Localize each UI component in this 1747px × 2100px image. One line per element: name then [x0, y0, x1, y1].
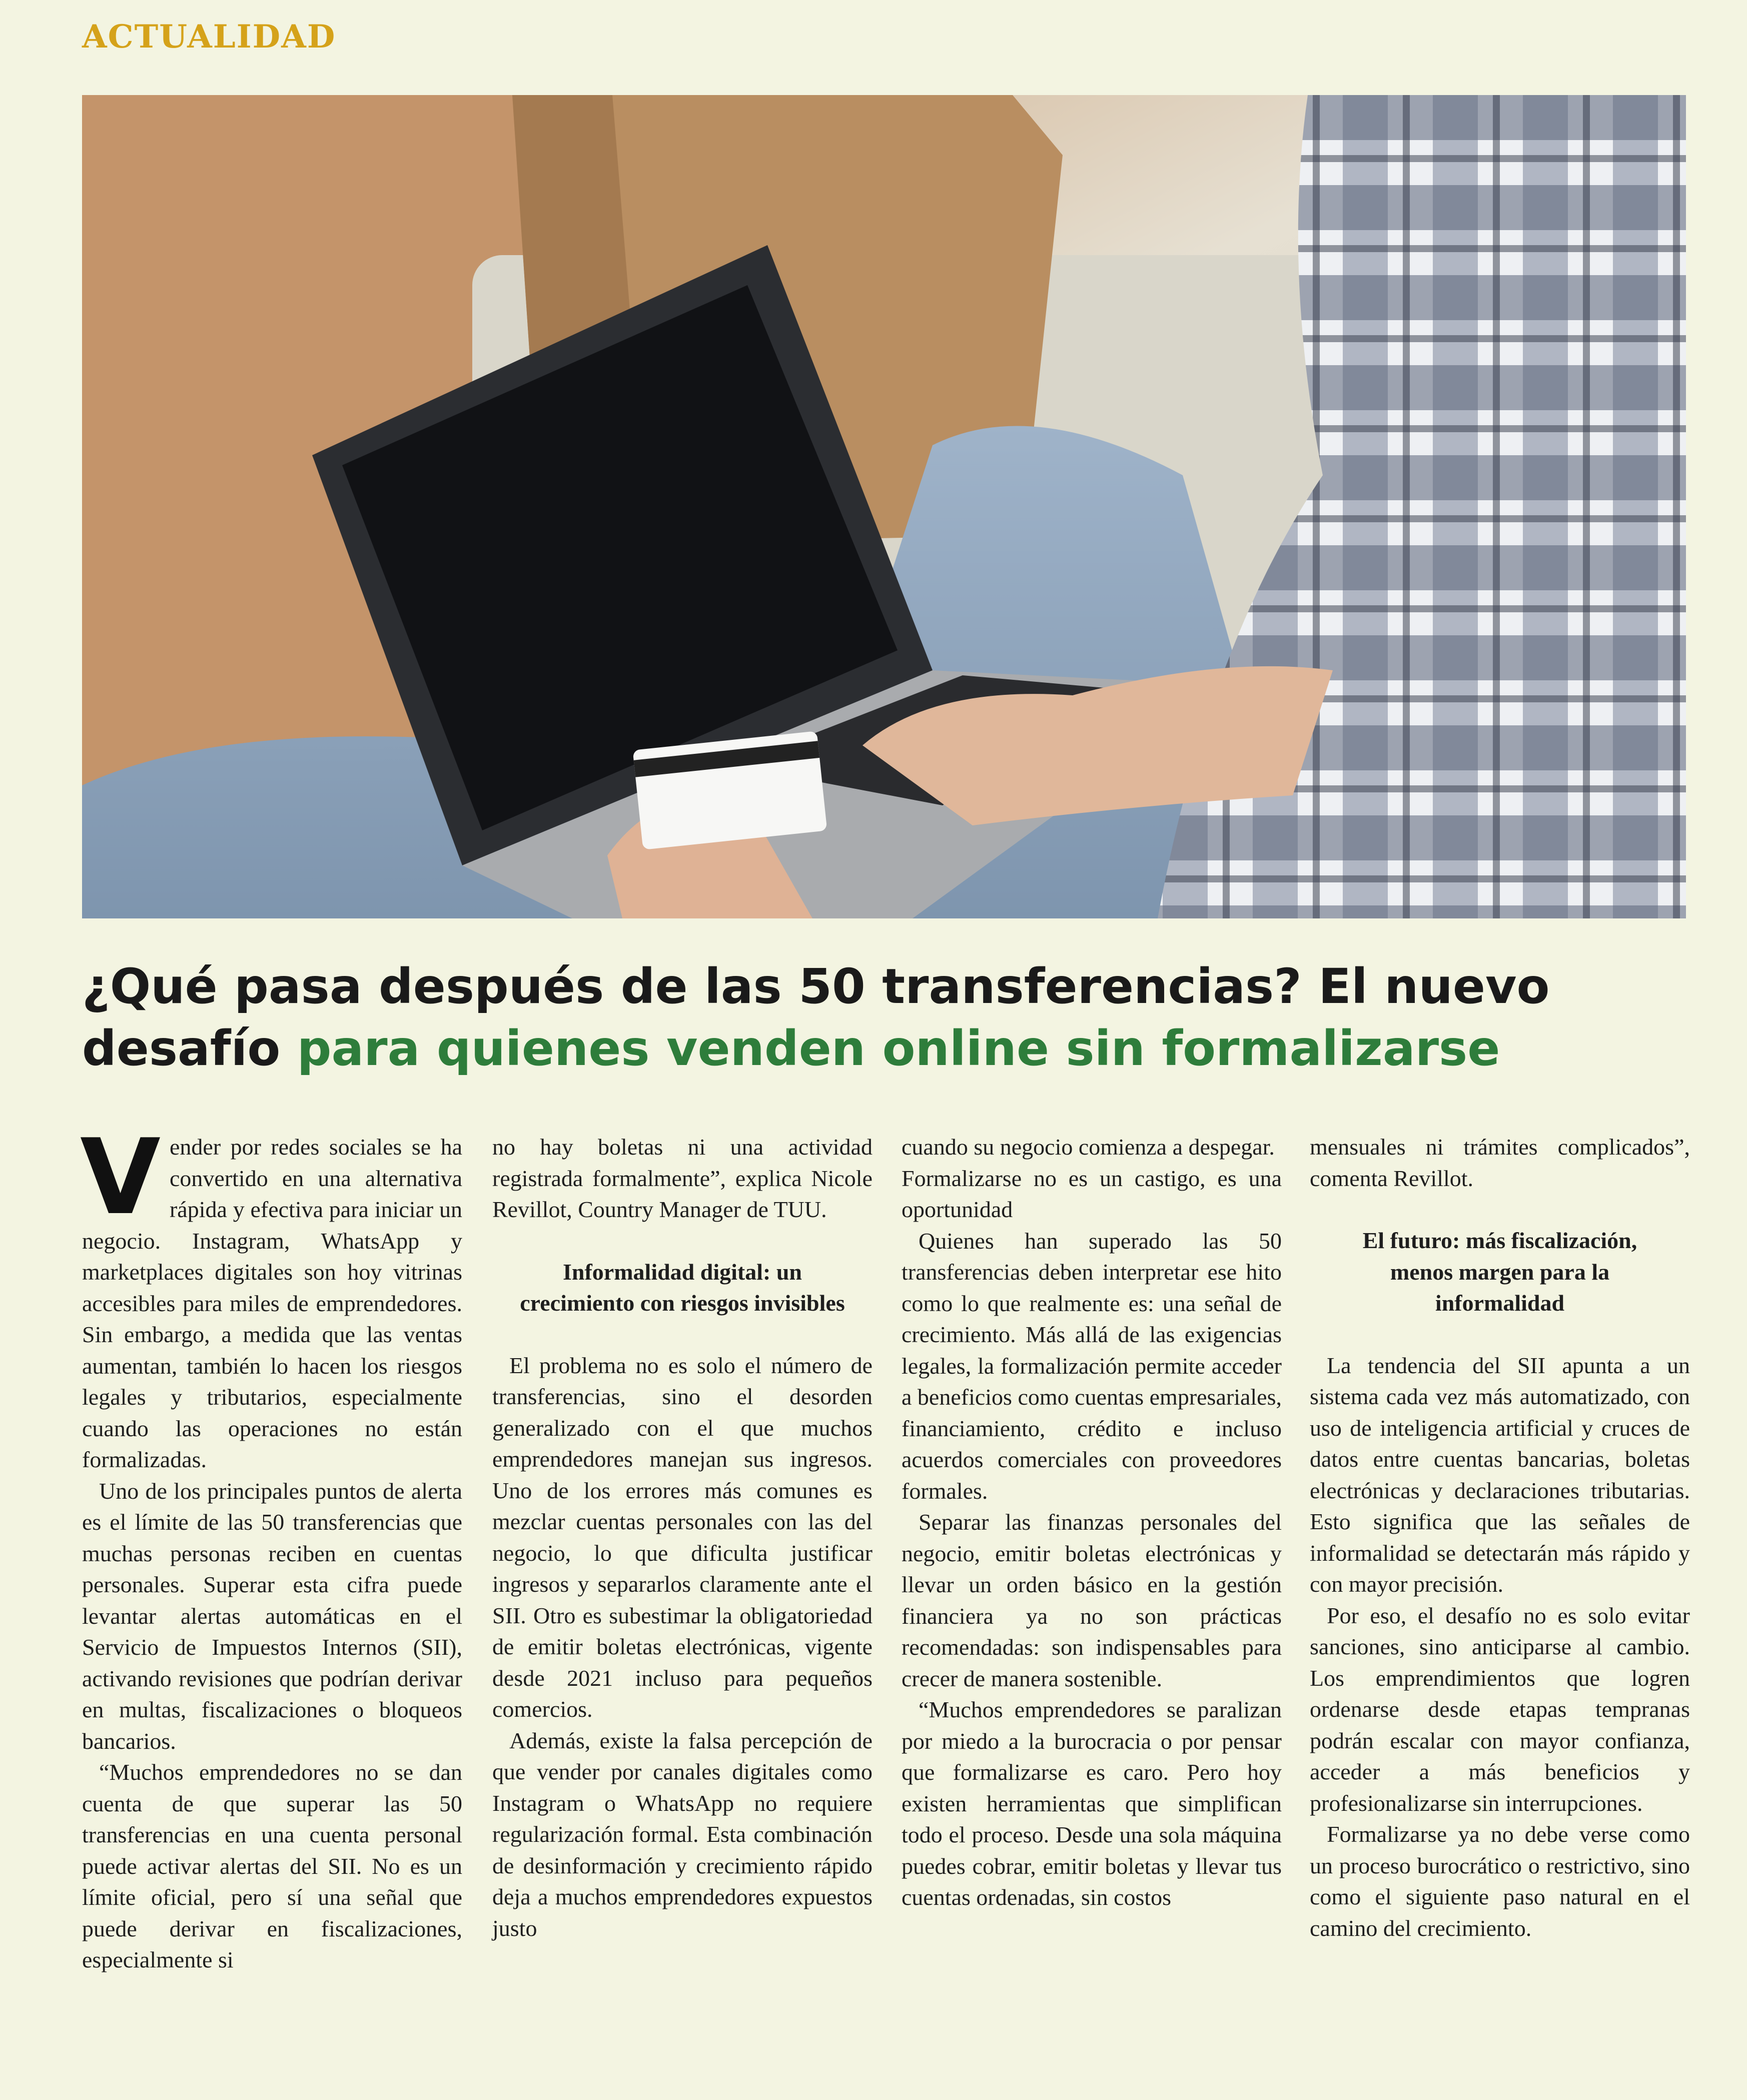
- paragraph: La tendencia del SII apunta a un sistema cada vez más automatizado, con uso de inteligencia artificial y cruces de datos entre cuentas bancarias, boletas electrónicas y declaraciones tributarias. Esto significa que las señales de informalidad se detectarán más rápido y con mayor precisión.: [1310, 1352, 1690, 1597]
- drop-cap: V: [80, 1117, 161, 1238]
- article-column-2: [492, 1132, 872, 1944]
- headline-accent: para quienes venden online sin formalizarse: [297, 1020, 1500, 1077]
- article-column-3: [902, 1132, 1282, 1913]
- article-column-4: [1310, 1132, 1690, 1944]
- section-label: ACTUALIDAD: [82, 18, 336, 56]
- headline-part1: ¿Qué pasa después de las 50 transferencias? El nuevo desafío: [82, 958, 1550, 1077]
- paragraph: “Muchos emprendedores se paralizan por miedo a la burocracia o por pensar que formalizarse es caro. Pero hoy existen herramientas que simplifican todo el proceso. Desde una sola máquina puedes cobrar, emitir boletas y llevar tus cuentas ordenadas, sin costos: [902, 1697, 1282, 1910]
- hero-photo: [82, 95, 1686, 918]
- paragraph: Formalizarse no es un castigo, es una oportunidad: [902, 1165, 1282, 1222]
- paragraph: mensuales ni trámites complicados”, comenta Revillot.: [1310, 1134, 1690, 1191]
- subheading: Informalidad digital: un crecimiento con riesgos invisibles: [520, 1259, 845, 1316]
- headline: [82, 955, 1693, 1080]
- paragraph: “Muchos emprendedores no se dan cuenta de que superar las 50 transferencias en una cuenta personal puede activar alertas del SII. No es un límite oficial, pero sí una señal que puede derivar en fiscalizaciones, especialmente si: [82, 1759, 462, 1972]
- paragraph: Quienes han superado las 50 transferencias deben interpretar ese hito como lo que realmente es: una señal de crecimiento. Más allá de las exigencias legales, la formalización permite acceder a beneficios como cuentas empresariales, financiamiento, crédito e incluso acuerdos comerciales con proveedores formales.: [902, 1228, 1282, 1504]
- paragraph: Formalizarse ya no debe verse como un proceso burocrático o restrictivo, sino como el siguiente paso natural en el camino del crecimiento.: [1310, 1821, 1690, 1941]
- paragraph: Por eso, el desafío no es solo evitar sanciones, sino anticiparse al cambio. Los emprendimientos que logren ordenarse desde etapas tempranas podrán escalar con mayor confianza, acceder a más beneficios y profesionalizarse sin interrupciones.: [1310, 1602, 1690, 1816]
- paragraph: ender por redes sociales se ha convertido en una alternativa rápida y efectiva para iniciar un negocio. Instagram, WhatsApp y marketplaces digitales son hoy vitrinas accesibles para miles de emprendedores. Sin embargo, a medida que las ventas aumentan, también lo hacen los riesgos legales y tributarios, especialmente cuando las operaciones no están formalizadas.: [82, 1134, 462, 1472]
- paragraph: Además, existe la falsa percepción de que vender por canales digitales como Instagram o WhatsApp no requiere regularización formal. Esta combinación de desinformación y crecimiento rápido deja a muchos emprendedores expuestos justo: [492, 1727, 872, 1941]
- paragraph: no hay boletas ni una actividad registrada formalmente”, explica Nicole Revillot, Country Manager de TUU.: [492, 1134, 872, 1222]
- article-column-1: [80, 1117, 462, 1976]
- paragraph: Separar las finanzas personales del negocio, emitir boletas electrónicas y llevar un orden básico en la gestión financiera ya no son prácticas recomendadas: son indispensables para crecer de manera sostenible.: [902, 1509, 1282, 1691]
- laptop-photo: [82, 95, 1686, 918]
- subheading: El futuro: más fiscalización, menos margen para la informalidad: [1362, 1228, 1637, 1316]
- paragraph: Uno de los principales puntos de alerta es el límite de las 50 transferencias que muchas personas reciben en cuentas personales. Superar esta cifra puede levantar alertas automáticas en el Servicio de Impuestos Internos (SII), activando revisiones que podrían derivar en multas, fiscalizaciones o bloqueos bancarios.: [82, 1478, 462, 1754]
- paragraph: cuando su negocio comienza a despegar.: [902, 1134, 1275, 1160]
- paragraph: El problema no es solo el número de transferencias, sino el desorden generalizado con el que muchos emprendedores manejan sus ingresos. Uno de los errores más comunes es mezclar cuentas personales con las del negocio, lo que dificulta justificar ingresos y separarlos claramente ante el SII. Otro es subestimar la obligatoriedad de emitir boletas electrónicas, vigente desde 2021 incluso para pequeños comercios.: [492, 1352, 872, 1722]
